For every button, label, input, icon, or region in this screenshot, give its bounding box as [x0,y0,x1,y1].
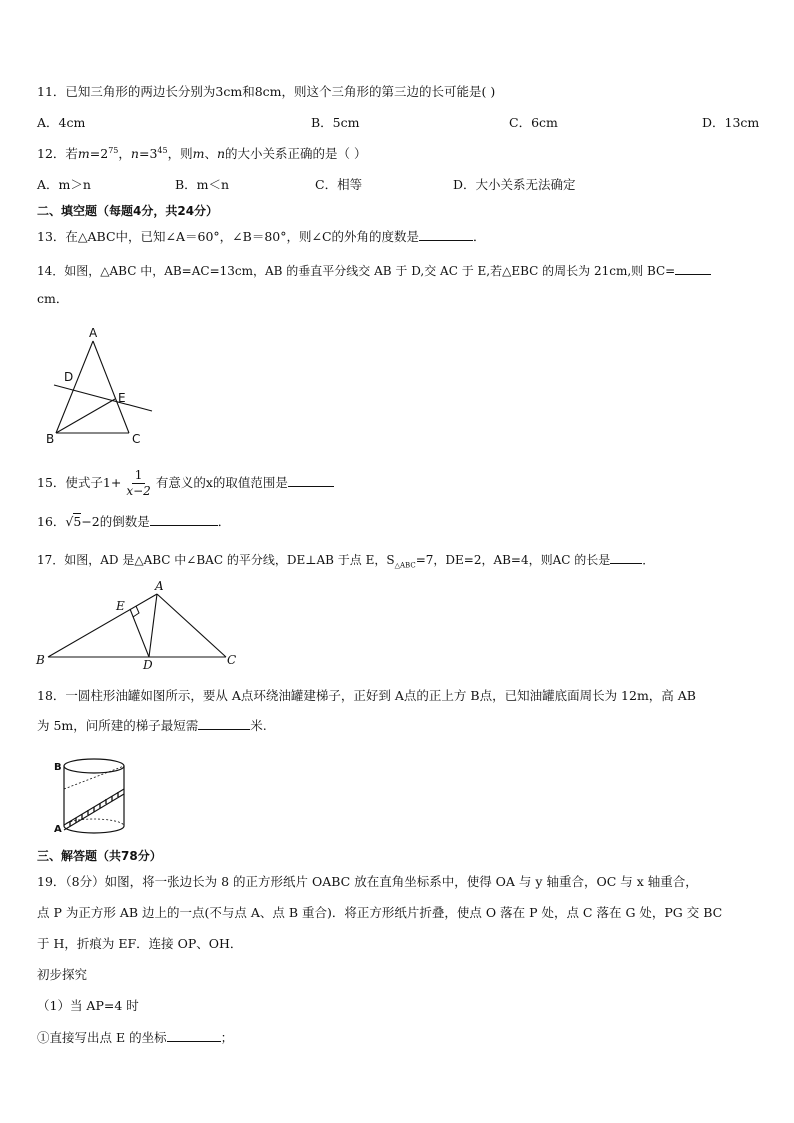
q17-stem: 17．如图，AD 是△ABC 中∠BAC 的平分线，DE⊥AB 于点 E，$S_{\triangle ABC}=7$，DE=2，AB=4，则AC 的长是 ． [37,553,655,570]
q14-label-c: C [132,432,141,446]
q15-fraction: $\frac{1}{x-2}$ [126,468,151,498]
q12-option-d: D．大小关系无法确定 [453,177,576,192]
q19-line-3: 于 H，折痕为 EF．连接 OP、OH． [37,936,243,951]
q19-subheading: 初步探究 [37,967,88,982]
q14-answer-blank[interactable] [675,262,711,275]
q18-cylinder-figure [52,752,134,838]
q18-line-2: 为 5m，问所建的梯子最短需 米. [37,718,267,733]
q17-label-e: E [116,599,125,613]
q17-label-d: D [143,658,153,670]
q17-side-ac [157,594,226,657]
q18-line-1: 18．一圆柱形油罐如图所示，要从 A点环绕油罐建梯子，正好到 A点的正上方 B点，已知油罐底面周长为 12m，高 AB [37,688,696,703]
q18-cylinder-top [64,759,124,773]
q14-label-a: A [89,326,98,340]
q18-ladder-back [64,766,124,789]
q19-part-1-item-1: ①直接写出点 E 的坐标 ； [37,1030,234,1045]
q13-answer-blank[interactable] [419,228,473,241]
q16-stem: 16．√5−2的倒数是 ． [37,514,231,529]
section-3-title: 三、解答题（共78分） [37,849,162,863]
q19-part-1: （1）当 AP=4 时 [37,998,139,1013]
q11-option-a: A．4cm [37,115,86,130]
q14-triangle-figure [40,325,165,450]
q17-answer-blank[interactable] [610,551,642,564]
q17-side-ab [48,594,157,657]
q11-option-d: D．13cm [702,115,760,130]
q19-line-2: 点 P 为正方形 AB 边上的一点(不与点 A、点 B 重合)．将正方形纸片折叠，使点 O 落在 P 处，点 C 落在 G 处，PG 交 BC [37,905,723,920]
q14-stem-continued: cm． [37,291,69,306]
q11-option-b: B．5cm [311,115,360,130]
q17-label-a: A [155,579,164,593]
q12-option-b: B．m＜n [175,177,230,192]
q18-cylinder-bottom [64,826,124,833]
q19-line-1: 19．（8分）如图，将一张边长为 8 的正方形纸片 OABC 放在直角坐标系中，使得 OA 与 y 轴重合，OC 与 x 轴重合， [37,874,698,889]
q14-stem: 14．如图，△ABC 中，AB=AC=13cm，AB 的垂直平分线交 AB 于 D,交 AC 于 E,若△EBC 的周长为 21cm,则 BC= [37,261,711,281]
q14-label-d: D [64,370,74,384]
section-2-title: 二、填空题（每题4分，共24分） [37,204,219,218]
q15-answer-blank[interactable] [288,474,334,487]
q12-option-a: A．m＞n [37,177,91,192]
q12-stem: 12．若$m=2^{75}$，$n=3^{45}$，则m、n的大小关系正确的是（ ） [37,145,367,161]
q17-bisector-ad [149,594,157,657]
q17-label-c: C [227,653,237,667]
q16-radicand: 5 [73,514,82,529]
q17-triangle-figure [32,578,244,670]
q11-stem: 11．已知三角形的两边长分别为3cm和8cm，则这个三角形的第三边的长可能是( ) [37,84,496,99]
q14-perpendicular-bisector [54,385,152,411]
q15-stem: 15．使式子1+ $\frac{1}{x-2}$ 有意义的x的取值范围是 [37,468,334,499]
q16-sqrt-symbol: √ [65,514,74,529]
q12-option-c: C．相等 [315,177,363,192]
q14-segment-be [56,399,115,433]
q18-label-b: B [54,762,62,773]
q18-label-a: A [54,824,62,835]
q19-answer-blank[interactable] [167,1029,221,1042]
q18-answer-blank[interactable] [198,717,250,730]
q17-label-b: B [36,653,45,667]
q17-perpendicular-de [130,609,149,657]
q14-label-e: E [118,391,126,405]
q16-answer-blank[interactable] [150,513,218,526]
q11-option-c: C．6cm [509,115,558,130]
q14-side-ac [93,341,129,433]
q13-stem: 13．在△ABC中，已知∠A＝60°，∠B＝80°，则∠C的外角的度数是 ． [37,229,486,244]
q14-label-b: B [46,432,55,446]
